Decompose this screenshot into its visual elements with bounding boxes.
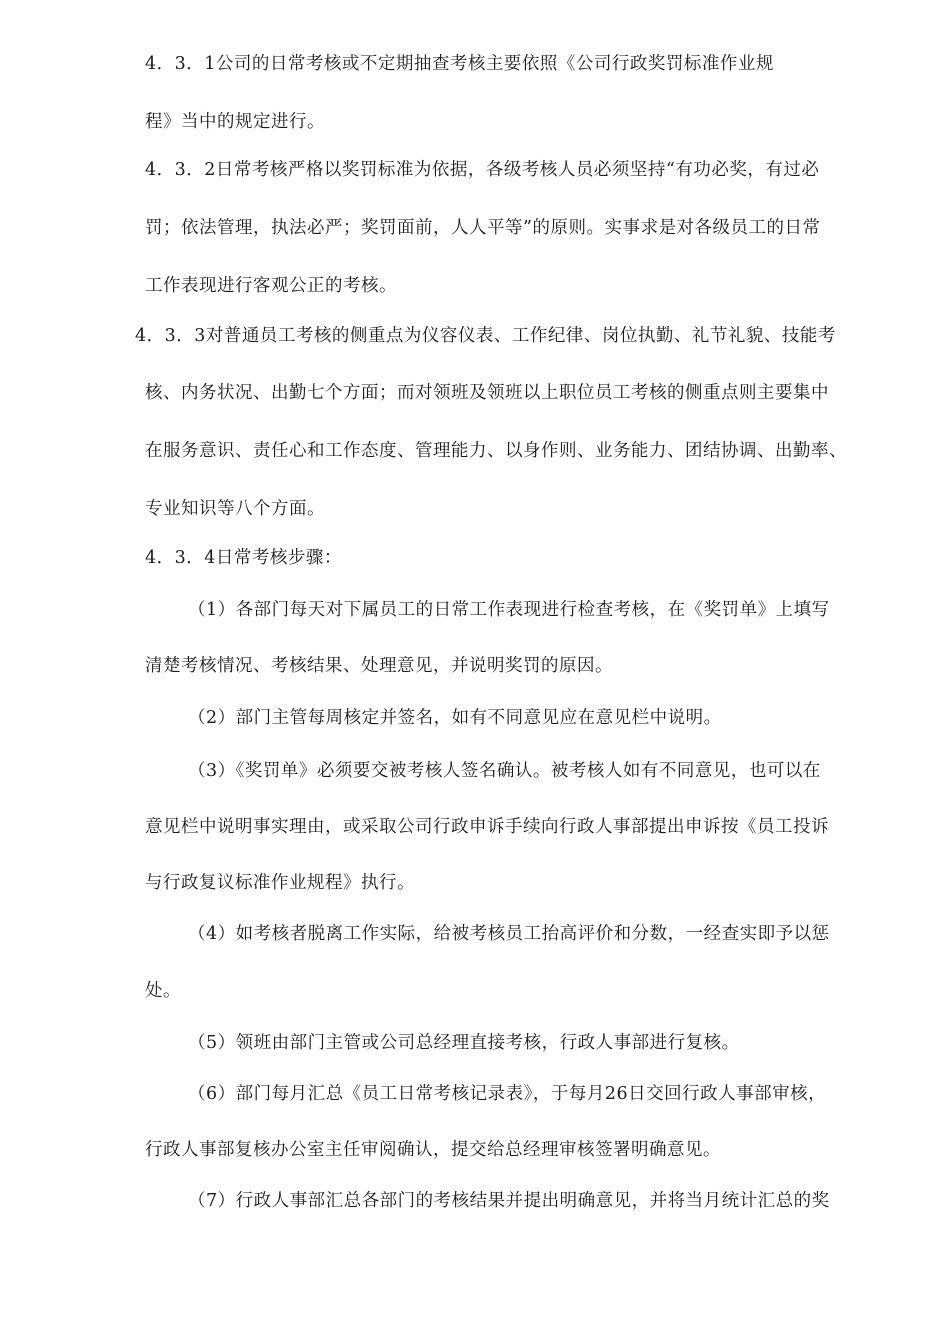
text-line: 4．3．2日常考核严格以奖罚标准为依据，各级考核人员必须坚持“有功必奖，有过必 <box>145 160 820 180</box>
text-line: （2）部门主管每周核定并签名，如有不同意见应在意见栏中说明。 <box>188 708 722 728</box>
text-line: （6）部门每月汇总《员工日常考核记录表》，于每月26日交回行政人事部审核， <box>188 1084 827 1104</box>
text-line: 在服务意识、责任心和工作态度、管理能力、以身作则、业务能力、团结协调、出勤率、 <box>145 441 847 461</box>
text-line: 工作表现进行客观公正的考核。 <box>145 276 397 296</box>
text-line: （1）各部门每天对下属员工的日常工作表现进行检查考核，在《奖罚单》上填写 <box>188 600 830 620</box>
text-line: （7）行政人事部汇总各部门的考核结果并提出明确意见，并将当月统计汇总的奖 <box>188 1191 830 1211</box>
text-line: （4）如考核者脱离工作实际，给被考核员工抬高评价和分数，一经查实即予以惩 <box>188 924 830 944</box>
text-line: 4．3．1公司的日常考核或不定期抽查考核主要依照《公司行政奖罚标准作业规 <box>145 54 774 74</box>
text-line: 行政人事部复核办公室主任审阅确认，提交给总经理审核签署明确意见。 <box>145 1140 721 1160</box>
text-line: 程》当中的规定进行。 <box>145 112 325 132</box>
text-line: （5）领班由部门主管或公司总经理直接考核，行政人事部进行复核。 <box>188 1033 740 1053</box>
text-line: 意见栏中说明事实理由，或采取公司行政申诉手续向行政人事部提出申诉按《员工投诉 <box>145 817 829 837</box>
text-line: 清楚考核情况、考核结果、处理意见，并说明奖罚的原因。 <box>145 656 613 676</box>
text-line: 处。 <box>145 981 181 1001</box>
text-line: （3）《奖罚单》必须要交被考核人签名确认。被考核人如有不同意见，也可以在 <box>188 761 821 781</box>
text-line: 与行政复议标准作业规程》执行。 <box>145 873 415 893</box>
text-line: 4．3．4日常考核步骤： <box>145 548 342 568</box>
text-line: 专业知识等八个方面。 <box>145 499 325 519</box>
text-line: 罚；依法管理，执法必严；奖罚面前，人人平等”的原则。实事求是对各级员工的日常 <box>145 218 821 238</box>
text-line: 核、内务状况、出勤七个方面；而对领班及领班以上职位员工考核的侧重点则主要集中 <box>145 383 829 403</box>
text-line: 4．3．3对普通员工考核的侧重点为仪容仪表、工作纪律、岗位执勤、礼节礼貌、技能考 <box>135 326 836 346</box>
